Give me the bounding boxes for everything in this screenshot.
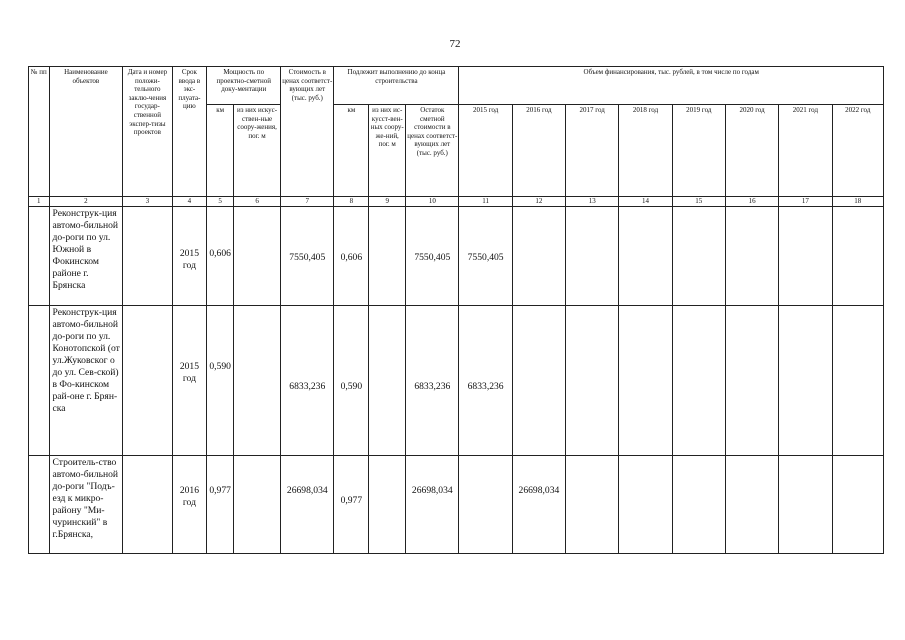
header-year: 2016 год bbox=[512, 105, 565, 197]
commissioning-term: 2016 год bbox=[179, 485, 200, 508]
row-no bbox=[29, 456, 50, 554]
financing-2019 bbox=[672, 207, 725, 306]
financing-2021 bbox=[779, 456, 832, 554]
header-capacity: Мощность по проектно-сметной доку-ментации bbox=[207, 67, 281, 105]
todo-km: 0,977 bbox=[340, 495, 363, 506]
todo-km: 0,590 bbox=[340, 381, 363, 392]
header-todo-km: км bbox=[334, 105, 369, 197]
capacity-structures bbox=[233, 207, 280, 306]
header-todo-rest: Остаток сметной стоимости в ценах соответст-вующих лет (тыс. руб.) bbox=[406, 105, 459, 197]
column-number: 2 bbox=[49, 197, 123, 207]
capacity-structures bbox=[233, 456, 280, 554]
todo-structures bbox=[369, 306, 406, 456]
column-number: 5 bbox=[207, 197, 234, 207]
row-no bbox=[29, 207, 50, 306]
header-financing: Объем финансирования, тыс. рублей, в том числе по годам bbox=[459, 67, 884, 105]
column-number: 12 bbox=[512, 197, 565, 207]
column-number: 16 bbox=[725, 197, 778, 207]
column-number: 11 bbox=[459, 197, 512, 207]
financing-2015: 6833,236 bbox=[467, 381, 504, 392]
header-year: 2015 год bbox=[459, 105, 512, 197]
header-term: Срок ввода в экс-плуата-цию bbox=[172, 67, 207, 197]
financing-2021 bbox=[779, 306, 832, 456]
remaining-cost: 6833,236 bbox=[414, 381, 451, 392]
column-number: 6 bbox=[233, 197, 280, 207]
header-year: 2021 год bbox=[779, 105, 832, 197]
financing-2020 bbox=[725, 207, 778, 306]
financing-2016: 26698,034 bbox=[518, 485, 560, 496]
financing-2017 bbox=[566, 207, 619, 306]
column-number: 13 bbox=[566, 197, 619, 207]
object-name: Строитель-ство автомо-бильной до-роги "Подъ-езд к микро-району "Ми-чуринский" в г.Брянска, bbox=[49, 456, 123, 554]
column-number: 10 bbox=[406, 197, 459, 207]
table-row bbox=[29, 306, 884, 456]
header-date: Дата и номер положи-тельного заклю-чения государ-ственной экспер-тизы проектов bbox=[123, 67, 172, 197]
header-no: № пп bbox=[29, 67, 50, 197]
row-no bbox=[29, 306, 50, 456]
financing-2017 bbox=[566, 456, 619, 554]
column-number: 17 bbox=[779, 197, 832, 207]
header-row-1 bbox=[29, 67, 884, 105]
header-year: 2018 год bbox=[619, 105, 672, 197]
capacity-structures bbox=[233, 306, 280, 456]
financing-2020 bbox=[725, 456, 778, 554]
column-number: 15 bbox=[672, 197, 725, 207]
header-capacity-km: км bbox=[207, 105, 234, 197]
financing-2022 bbox=[832, 306, 883, 456]
cost-value: 7550,405 bbox=[289, 252, 326, 263]
column-number: 3 bbox=[123, 197, 172, 207]
cost-value: 6833,236 bbox=[289, 381, 326, 392]
financing-2017 bbox=[566, 306, 619, 456]
financing-2016 bbox=[514, 208, 564, 252]
column-number: 4 bbox=[172, 197, 207, 207]
header-capacity-art: из них искус-ствен-ные соору-жения, пог. м bbox=[233, 105, 280, 197]
financing-2016 bbox=[514, 307, 564, 381]
header-year: 2022 год bbox=[832, 105, 883, 197]
header-cost: Стоимость в ценах соответст-вующих лет (тыс. руб.) bbox=[281, 67, 334, 197]
column-number: 9 bbox=[369, 197, 406, 207]
object-name: Реконструк-ция автомо-бильной до-роги по ул. Конотопской (от ул.Жуковског о до ул. Сев-ской) в Фо-кинском рай-оне г. Брян-ска bbox=[49, 306, 123, 456]
capacity-km: 0,590 bbox=[209, 361, 231, 372]
column-number: 18 bbox=[832, 197, 883, 207]
todo-structures bbox=[369, 456, 406, 554]
remaining-cost: 26698,034 bbox=[411, 485, 453, 496]
commissioning-term: 2015 год bbox=[179, 248, 200, 271]
financing-2022 bbox=[832, 207, 883, 306]
financing-2018 bbox=[619, 207, 672, 306]
header-todo: Подлежит выполнению до конца строительства bbox=[334, 67, 459, 105]
financing-2020 bbox=[725, 306, 778, 456]
header-year: 2017 год bbox=[566, 105, 619, 197]
column-number: 1 bbox=[29, 197, 50, 207]
header-year: 2019 год bbox=[672, 105, 725, 197]
capacity-km: 0,977 bbox=[209, 485, 231, 496]
capacity-km: 0,606 bbox=[209, 248, 231, 259]
financing-2015 bbox=[460, 457, 510, 485]
financing-2021 bbox=[779, 207, 832, 306]
column-number: 14 bbox=[619, 197, 672, 207]
financing-2019 bbox=[672, 456, 725, 554]
table-row bbox=[29, 207, 884, 306]
page-number: 72 bbox=[449, 38, 461, 50]
financing-2019 bbox=[672, 306, 725, 456]
header-name: Наименование объектов bbox=[49, 67, 123, 197]
cost-value: 26698,034 bbox=[286, 485, 328, 496]
header-year: 2020 год bbox=[725, 105, 778, 197]
table-row bbox=[29, 456, 884, 554]
object-name: Реконструк-ция автомо-бильной до-роги по ул. Южной в Фокинском районе г. Брянска bbox=[49, 207, 123, 306]
expertise-date bbox=[123, 456, 172, 554]
commissioning-term: 2015 год bbox=[179, 361, 200, 384]
financing-2015: 7550,405 bbox=[467, 252, 504, 263]
financing-2022 bbox=[832, 456, 883, 554]
expertise-date bbox=[123, 207, 172, 306]
column-number: 7 bbox=[281, 197, 334, 207]
header-todo-art: из них ис-кусст-вен-ных соору-же-ний, пог. м bbox=[369, 105, 406, 197]
column-number-row bbox=[29, 197, 884, 207]
expertise-date bbox=[123, 306, 172, 456]
objects-table bbox=[28, 66, 884, 554]
todo-structures bbox=[369, 207, 406, 306]
todo-km: 0,606 bbox=[340, 252, 363, 263]
financing-2018 bbox=[619, 456, 672, 554]
column-number: 8 bbox=[334, 197, 369, 207]
financing-2018 bbox=[619, 306, 672, 456]
remaining-cost: 7550,405 bbox=[414, 252, 451, 263]
